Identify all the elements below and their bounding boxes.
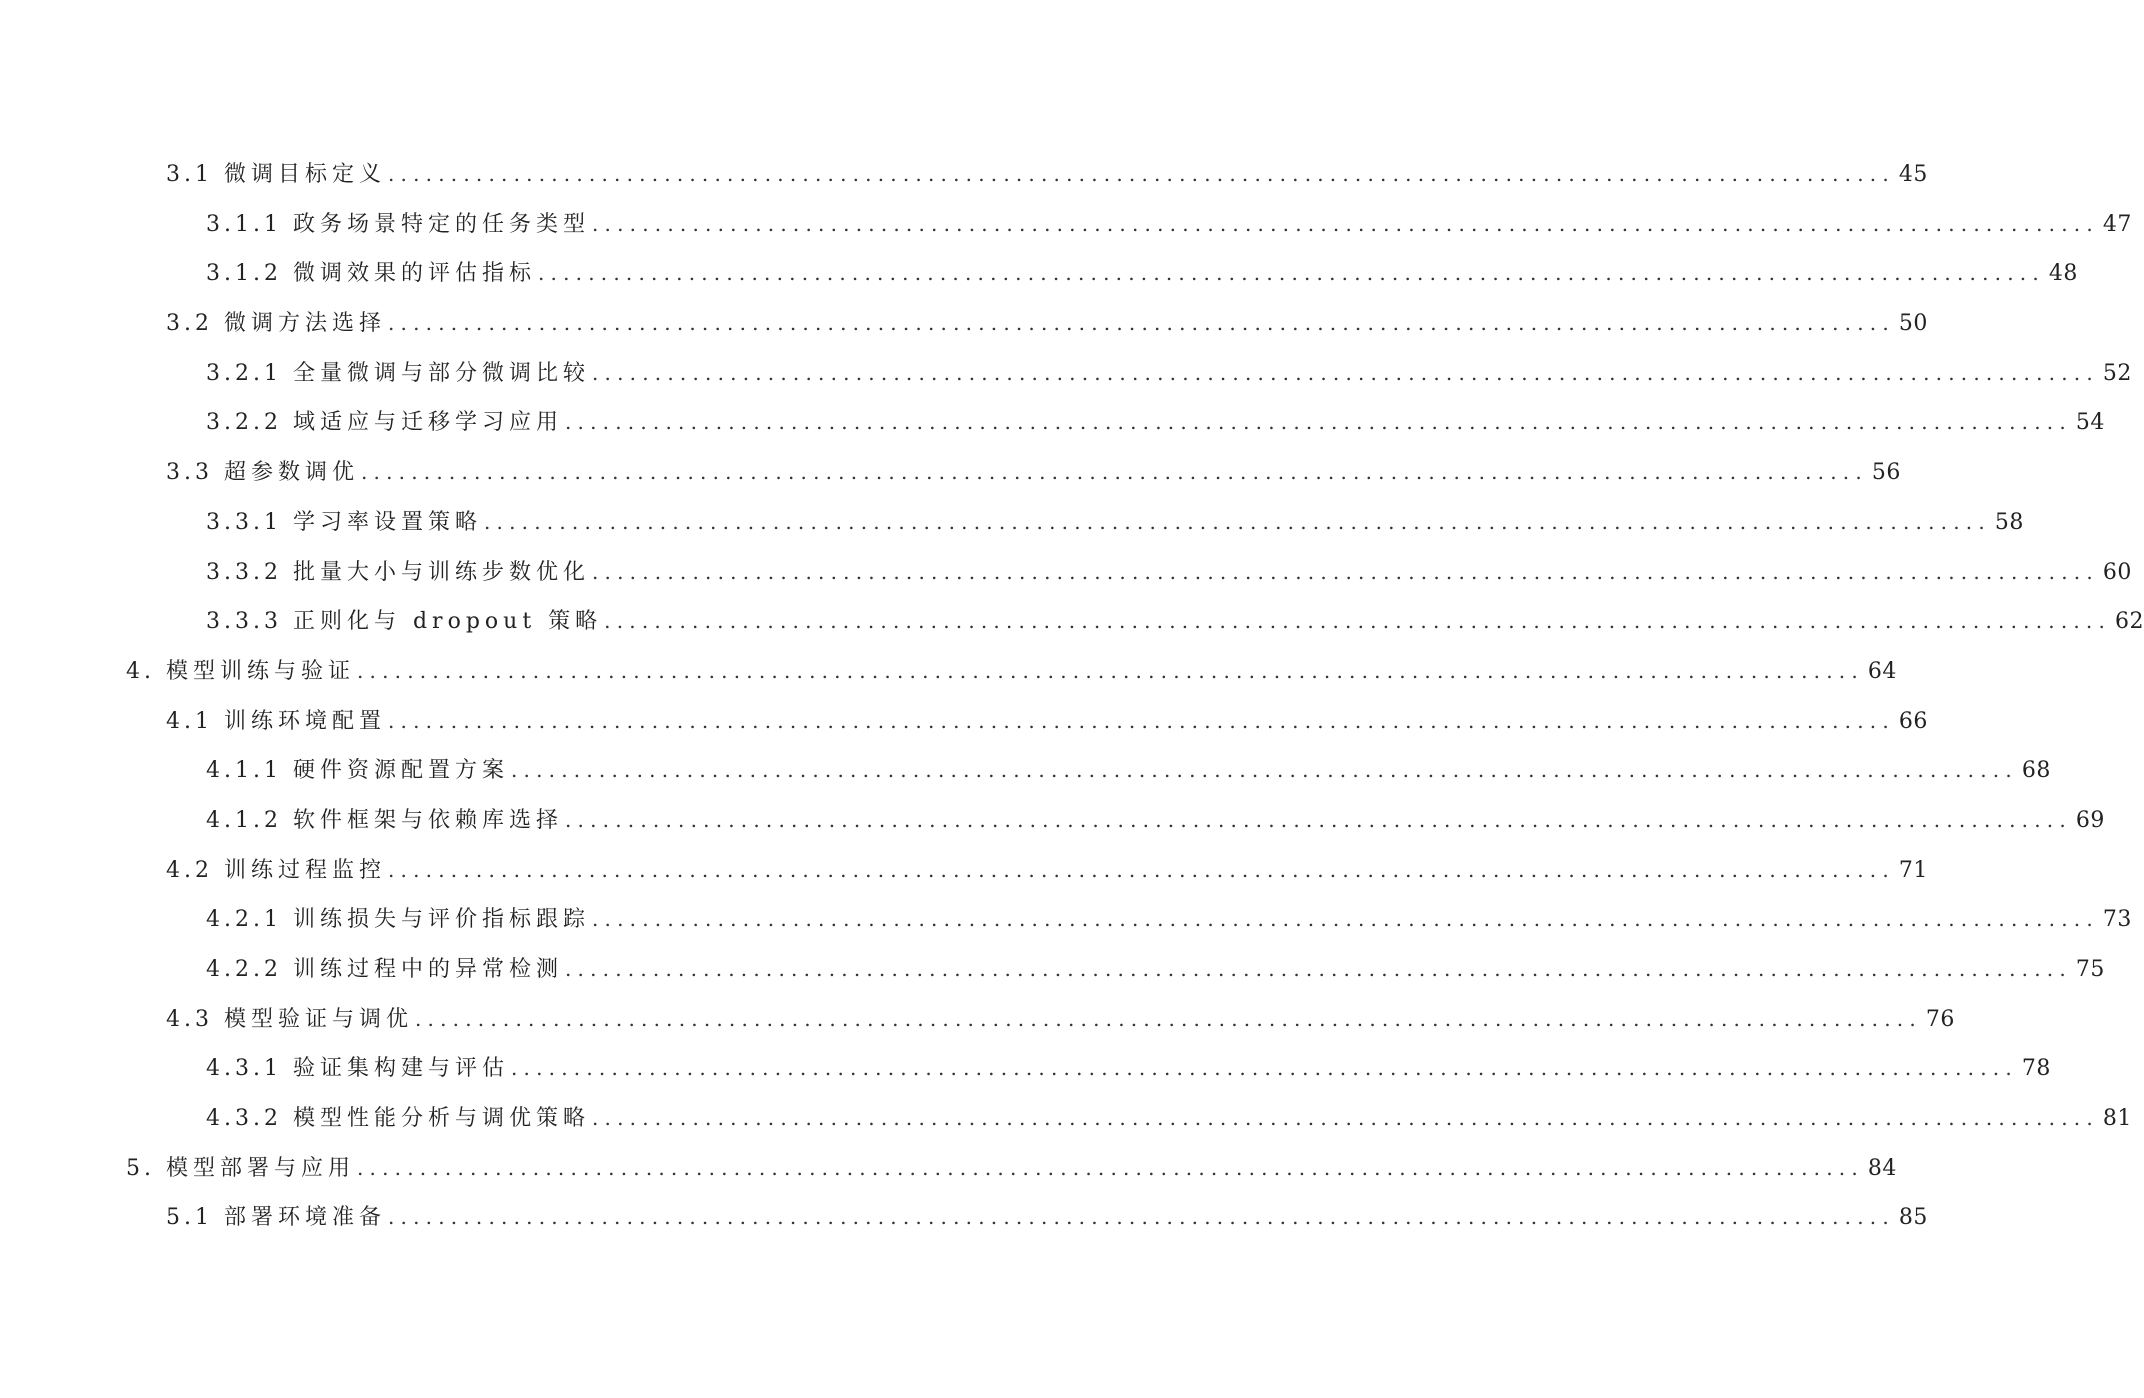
- toc-entry-page: 73: [2102, 907, 2132, 933]
- toc-entry[interactable]: [0, 796, 2105, 846]
- toc-entry-page: 62: [2115, 609, 2144, 635]
- toc-entry-title: 域适应与迁移学习应用: [292, 410, 563, 436]
- toc-entry[interactable]: [0, 448, 1901, 498]
- toc-entry-title: 微调效果的评估指标: [292, 261, 536, 287]
- toc-entry-page: 76: [1925, 1006, 1955, 1032]
- toc-entry[interactable]: [0, 597, 2144, 647]
- dot-leader: ........................................................................................................................: [592, 360, 2099, 385]
- table-of-contents: [0, 150, 2144, 1243]
- toc-entry-page: 52: [2102, 360, 2132, 386]
- toc-entry-title: 批量大小与训练步数优化: [292, 559, 590, 585]
- toc-entry[interactable]: [0, 995, 1955, 1045]
- toc-entry[interactable]: [0, 200, 2132, 250]
- dot-leader: ........................................................................................................................: [388, 1205, 1895, 1230]
- toc-entry-number: 3.1.1: [206, 211, 293, 237]
- toc-entry-number: 3.3: [166, 460, 224, 486]
- toc-entry-title: 微调方法选择: [223, 311, 386, 337]
- dot-leader: ........................................................................................................................: [592, 1106, 2099, 1131]
- toc-entry-number: 5.1: [166, 1205, 224, 1231]
- toc-entry-title: 训练环境配置: [223, 708, 386, 734]
- dot-leader: ........................................................................................................................: [565, 957, 2072, 981]
- toc-entry-number: 4.3: [166, 1006, 224, 1032]
- dot-leader: ........................................................................................................................: [388, 857, 1895, 882]
- toc-entry-page: 71: [1898, 857, 1928, 883]
- toc-entry[interactable]: [0, 945, 2105, 995]
- toc-entry-number: 3.2.2: [206, 410, 293, 436]
- toc-entry-page: 60: [2102, 559, 2132, 585]
- toc-entry-number: 4.2: [166, 857, 224, 883]
- dot-leader: ........................................................................................................................: [357, 1155, 1864, 1180]
- dot-leader: ........................................................................................................................: [565, 807, 2072, 832]
- dot-leader: ........................................................................................................................: [388, 162, 1895, 186]
- toc-entry-number: 4.: [126, 658, 166, 684]
- dot-leader: ........................................................................................................................: [538, 261, 2045, 286]
- toc-entry-page: 64: [1867, 658, 1897, 684]
- toc-entry-page: 48: [2048, 261, 2078, 287]
- dot-leader: ........................................................................................................................: [511, 1056, 2018, 1081]
- dot-leader: ........................................................................................................................: [415, 1006, 1922, 1031]
- toc-entry-page: 58: [1994, 509, 2024, 535]
- toc-entry-title: 模型训练与验证: [165, 658, 355, 684]
- toc-entry[interactable]: [0, 249, 2078, 299]
- toc-entry-page: 69: [2075, 807, 2105, 833]
- toc-entry-page: 50: [1898, 311, 1928, 337]
- toc-entry[interactable]: [0, 647, 1897, 697]
- toc-entry-page: 45: [1898, 162, 1928, 187]
- toc-entry-page: 68: [2021, 758, 2051, 784]
- toc-entry-title: 训练过程监控: [223, 857, 386, 883]
- toc-entry[interactable]: [0, 398, 2105, 448]
- toc-entry-page: 66: [1898, 708, 1928, 734]
- toc-entry[interactable]: [0, 846, 1928, 896]
- toc-entry[interactable]: [0, 548, 2132, 598]
- dot-leader: ........................................................................................................................: [592, 211, 2099, 236]
- toc-entry-page: 84: [1867, 1155, 1897, 1181]
- toc-entry[interactable]: [0, 498, 2024, 548]
- dot-leader: ........................................................................................................................: [511, 758, 2018, 783]
- dot-leader: ........................................................................................................................: [357, 658, 1864, 683]
- toc-entry[interactable]: [0, 349, 2132, 399]
- toc-entry-title: 全量微调与部分微调比较: [292, 360, 590, 386]
- toc-entry[interactable]: [0, 1144, 1897, 1194]
- toc-entry-number: 4.1.1: [206, 758, 293, 784]
- toc-entry[interactable]: [0, 1044, 2051, 1094]
- toc-entry[interactable]: [0, 1094, 2132, 1144]
- toc-entry-title: 硬件资源配置方案: [292, 758, 509, 784]
- toc-entry-title: 部署环境准备: [223, 1205, 386, 1231]
- toc-entry-number: 3.3.1: [206, 509, 293, 535]
- toc-entry-number: 4.2.2: [206, 957, 293, 982]
- toc-entry-number: 4.1.2: [206, 807, 293, 833]
- dot-leader: ........................................................................................................................: [484, 509, 1991, 534]
- toc-entry-page: 81: [2102, 1106, 2132, 1132]
- dot-leader: ........................................................................................................................: [361, 460, 1868, 485]
- toc-entry-number: 3.2.1: [206, 360, 293, 386]
- toc-entry[interactable]: [0, 1193, 1928, 1243]
- toc-entry-title: 学习率设置策略: [292, 509, 482, 535]
- toc-entry-title: 训练过程中的异常检测: [292, 957, 563, 982]
- toc-entry-number: 4.1: [166, 708, 224, 734]
- toc-entry-number: 4.3.1: [206, 1056, 293, 1082]
- toc-entry-number: 3.1: [166, 162, 224, 187]
- toc-entry-number: 3.3.3: [206, 609, 293, 635]
- dot-leader: ........................................................................................................................: [592, 559, 2099, 584]
- toc-entry-title: 验证集构建与评估: [292, 1056, 509, 1082]
- toc-entry-page: 78: [2021, 1056, 2051, 1082]
- toc-entry-page: 75: [2075, 957, 2105, 982]
- dot-leader: ........................................................................................................................: [604, 609, 2112, 634]
- dot-leader: ........................................................................................................................: [388, 311, 1895, 336]
- toc-entry-title: 软件框架与依赖库选择: [292, 807, 563, 833]
- toc-entry[interactable]: [0, 299, 1928, 349]
- toc-entry-number: 3.1.2: [206, 261, 293, 287]
- toc-entry-number: 5.: [126, 1155, 166, 1181]
- toc-entry[interactable]: [0, 150, 1928, 200]
- toc-entry-title: 政务场景特定的任务类型: [292, 211, 590, 237]
- dot-leader: ........................................................................................................................: [565, 410, 2072, 435]
- toc-entry-number: 4.2.1: [206, 907, 293, 933]
- toc-entry-number: 3.3.2: [206, 559, 293, 585]
- toc-entry-page: 56: [1871, 460, 1901, 486]
- toc-entry-title: 训练损失与评价指标跟踪: [292, 907, 590, 933]
- toc-entry-title: 正则化与 dropout 策略: [292, 609, 603, 635]
- toc-entry-page: 47: [2102, 211, 2132, 237]
- toc-entry-title: 模型部署与应用: [165, 1155, 355, 1181]
- dot-leader: ........................................................................................................................: [388, 708, 1895, 733]
- toc-entry[interactable]: [0, 697, 1928, 747]
- toc-entry-title: 模型性能分析与调优策略: [292, 1106, 590, 1132]
- toc-entry[interactable]: [0, 746, 2051, 796]
- toc-entry-page: 54: [2075, 410, 2105, 436]
- dot-leader: ........................................................................................................................: [592, 907, 2099, 932]
- toc-entry-number: 4.3.2: [206, 1106, 293, 1132]
- toc-entry-page: 85: [1898, 1205, 1928, 1231]
- toc-entry-title: 微调目标定义: [223, 162, 386, 187]
- toc-entry[interactable]: [0, 895, 2132, 945]
- toc-entry-title: 模型验证与调优: [223, 1006, 413, 1032]
- toc-entry-number: 3.2: [166, 311, 224, 337]
- toc-entry-title: 超参数调优: [223, 460, 359, 486]
